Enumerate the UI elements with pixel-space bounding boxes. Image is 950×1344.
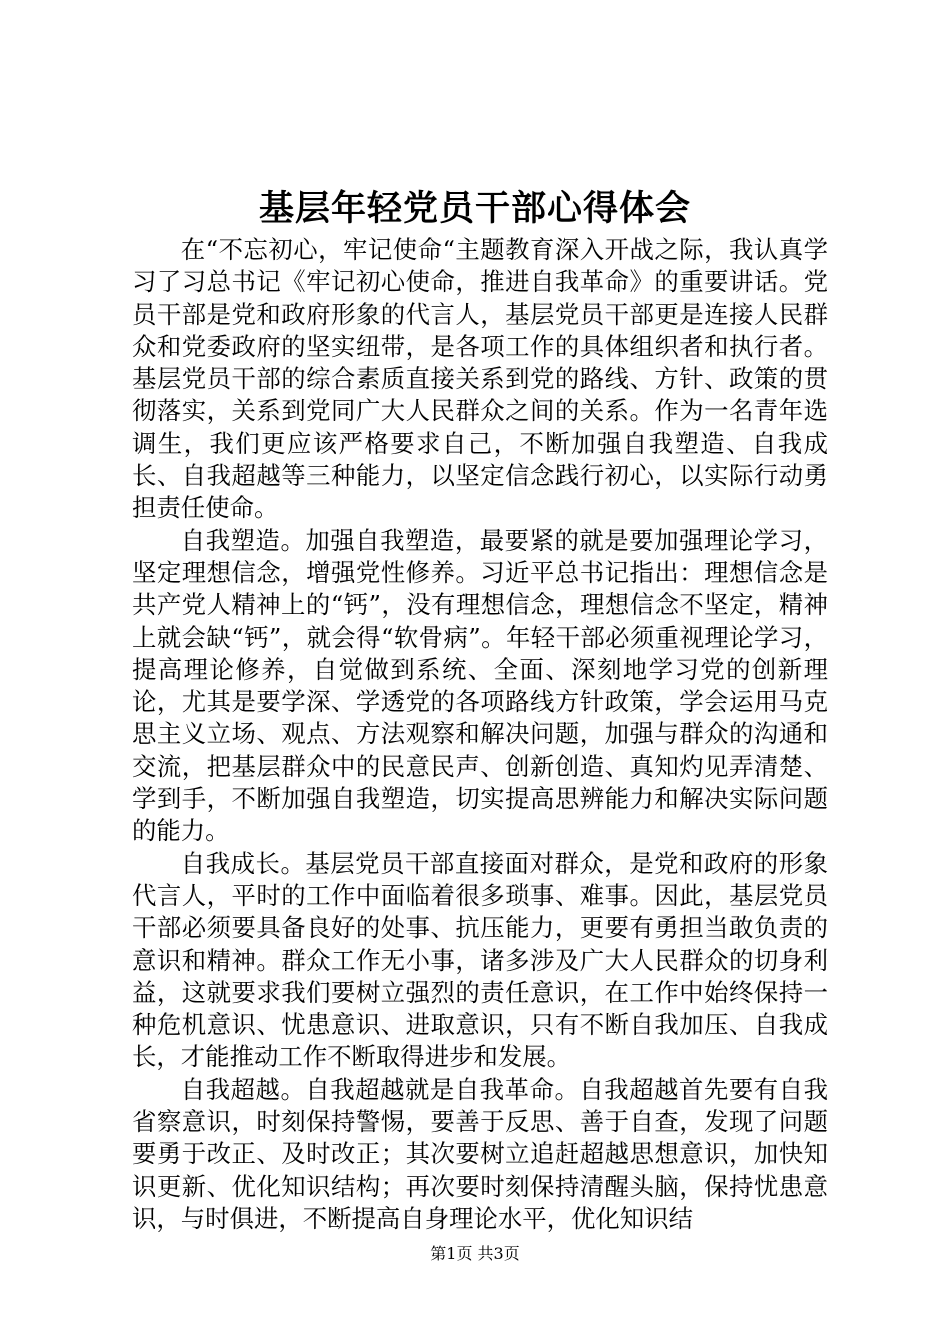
document-body <box>132 234 828 1235</box>
paragraph-self-shaping: 自我塑造。加强自我塑造，最要紧的就是要加强理论学习，坚定理想信念，增强党性修养。习近平总书记指出：理想信念是共产党人精神上的“钙”，没有理想信念，理想信念不坚定，精神上就会缺“钙”，就会得“软骨病”。年轻干部必须重视理论学习，提高理论修养，自觉做到系统、全面、深刻地学习党的创新理论，尤其是要学深、学透党的各项路线方针政策，学会运用马克思主义立场、观点、方法观察和解决问题，加强与群众的沟通和交流，把基层群众中的民意民声、创新创造、真知灼见弄清楚、学到手，不断加强自我塑造，切实提高思辨能力和解决实际问题的能力。 <box>132 525 828 846</box>
document-title: 基层年轻党员干部心得体会 <box>258 189 691 229</box>
paragraph-intro: 在“不忘初心，牢记使命“主题教育深入开战之际，我认真学习了习总书记《牢记初心使命，推进自我革命》的重要讲话。党员干部是党和政府形象的代言人，基层党员干部更是连接人民群众和党委政府的坚实纽带，是各项工作的具体组织者和执行者。基层党员干部的综合素质直接关系到党的路线、方针、政策的贯彻落实，关系到党同广大人民群众之间的关系。作为一名青年选调生，我们更应该严格要求自己，不断加强自我塑造、自我成长、自我超越等三种能力，以坚定信念践行初心，以实际行动勇担责任使命。 <box>132 235 828 523</box>
paragraph-self-growth: 自我成长。基层党员干部直接面对群众，是党和政府的形象代言人，平时的工作中面临着很多琐事、难事。因此，基层党员干部必须要具备良好的处事、抗压能力，更要有勇担当敢负责的意识和精神。群众工作无小事，诸多涉及广大人民群众的切身利益，这就要求我们要树立强烈的责任意识，在工作中始终保持一种危机意识、忧患意识、进取意识，只有不断自我加压、自我成长，才能推动工作不断取得进步和发展。 <box>132 848 828 1072</box>
page-number-footer: 第1页 共3页 <box>430 1244 520 1263</box>
paragraph-self-transcendence: 自我超越。自我超越就是自我革命。自我超越首先要有自我省察意识，时刻保持警惕，要善于反思、善于自查，发现了问题要勇于改正、及时改正；其次要树立追赶超越思想意识，加快知识更新、优化知识结构；再次要时刻保持清醒头脑，保持忧患意识，与时俱进，不断提高自身理论水平，优化知识结 <box>132 1074 828 1233</box>
